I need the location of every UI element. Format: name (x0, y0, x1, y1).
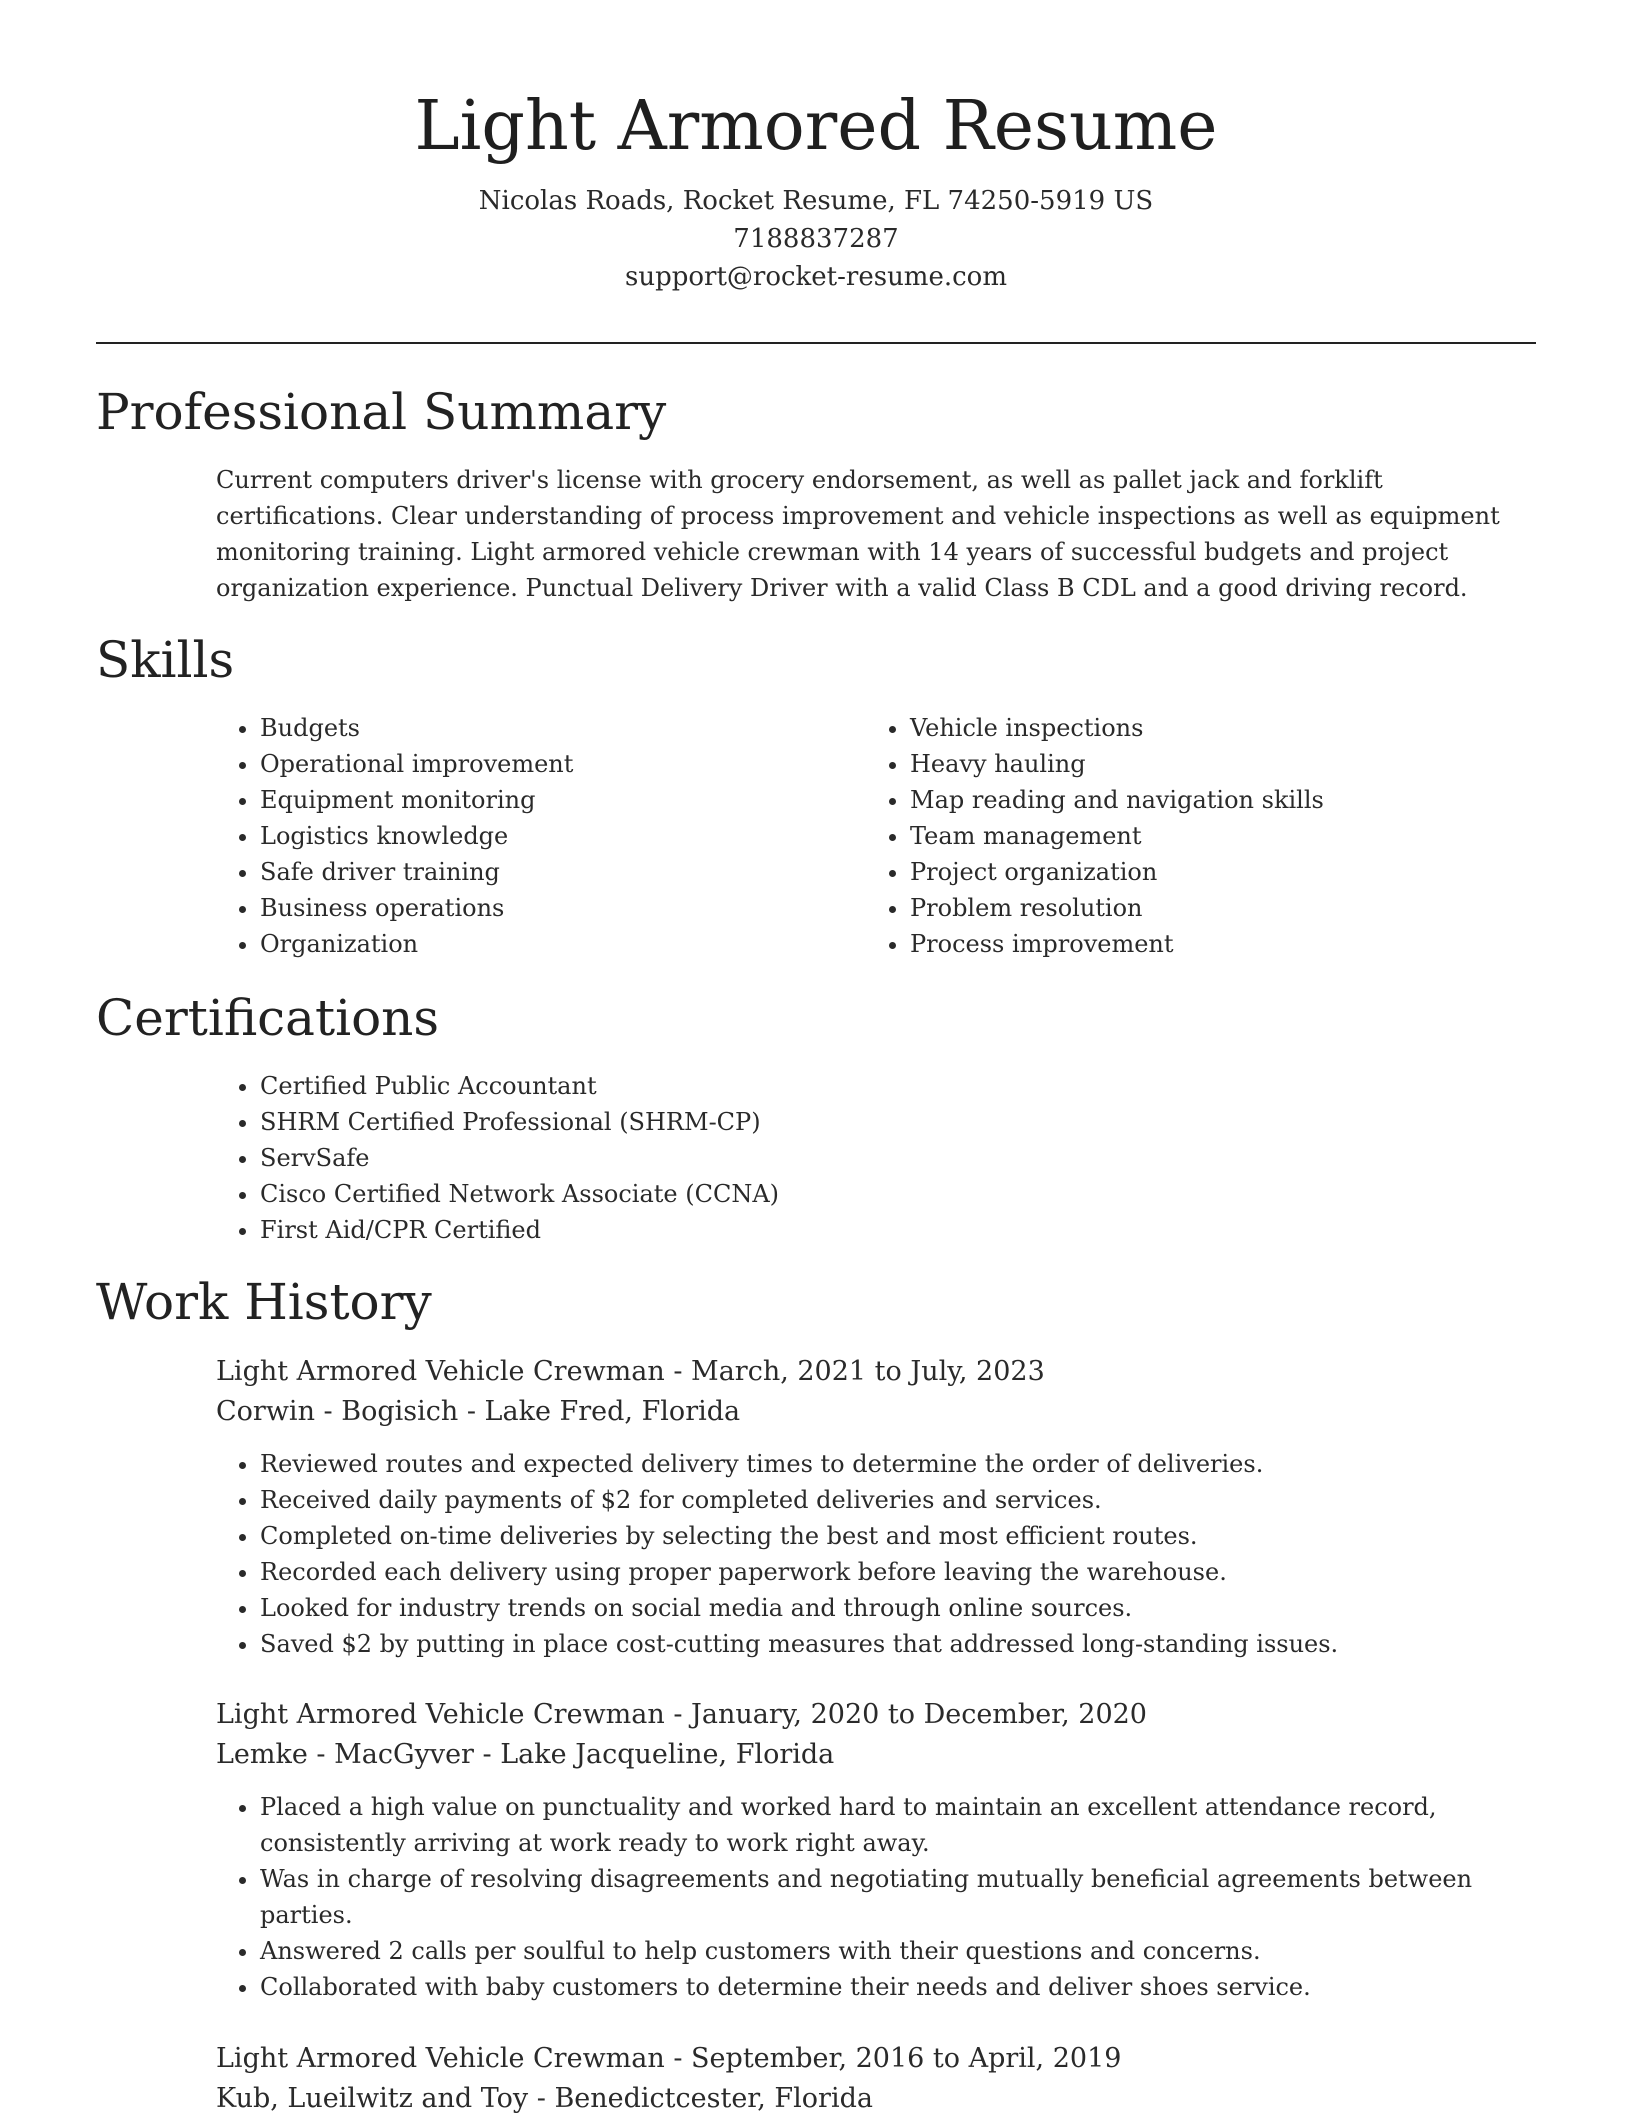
skill-item: • Heavy hauling (910, 746, 1324, 782)
skills-column-right (866, 710, 1324, 962)
contact-block (0, 182, 1632, 296)
job-title-line: Light Armored Vehicle Crewman - September, 2016 to April, 2019 (216, 2043, 1122, 2074)
job-company-line: Corwin - Bogisich - Lake Fred, Florida (216, 1396, 741, 1427)
job-title-line: Light Armored Vehicle Crewman - January, 2020 to December, 2020 (216, 1699, 1147, 1730)
resume-header (0, 0, 1632, 296)
skill-item: • Problem resolution (910, 890, 1324, 926)
skill-item: • Logistics knowledge (260, 818, 573, 854)
skill-item: • Organization (260, 926, 573, 962)
skill-item: • Vehicle inspections (910, 710, 1324, 746)
skill-item: • Budgets (260, 710, 573, 746)
skill-item: • Equipment monitoring (260, 782, 573, 818)
skill-item: • Safe driver training (260, 854, 573, 890)
skill-item: • Project organization (910, 854, 1324, 890)
job-bullet: • Completed on-time deliveries by selecting the best and most efficient routes. (260, 1518, 1516, 1554)
section-title-certifications: Certifications (96, 989, 440, 1047)
job-entry (216, 1695, 1516, 2005)
certification-item: • ServSafe (260, 1140, 779, 1176)
section-title-work-history: Work History (96, 1273, 432, 1331)
job-bullet: • Was in charge of resolving disagreements and negotiating mutually beneficial agreements between parties. (260, 1861, 1516, 1933)
job-entry (216, 1352, 1516, 1662)
section-title-summary: Professional Summary (96, 383, 667, 441)
skill-item: • Map reading and navigation skills (910, 782, 1324, 818)
skill-item: • Process improvement (910, 926, 1324, 962)
certification-item: • Cisco Certified Network Associate (CCNA) (260, 1176, 779, 1212)
skills-column-left (216, 710, 573, 962)
contact-email: support@rocket-resume.com (624, 262, 1007, 292)
job-bullet: • Saved $2 by putting in place cost-cutting measures that addressed long-standing issues. (260, 1626, 1516, 1662)
candidate-name: Light Armored Resume (414, 87, 1218, 166)
summary-text: Current computers driver's license with grocery endorsement, as well as pallet jack and forklift certifications. Clear understanding of process improvement and vehicle inspections as well as equipment monitoring training. Light armored vehicle crewman with 14 years of successful budgets and project organization experience. Punctual Delivery Driver with a valid Class B CDL and a good driving record. (216, 466, 1500, 602)
header-divider (96, 342, 1536, 344)
job-title-line: Light Armored Vehicle Crewman - March, 2021 to July, 2023 (216, 1356, 1045, 1387)
certifications-list (216, 1068, 779, 1248)
section-title-skills: Skills (96, 631, 235, 689)
certification-item: • Certified Public Accountant (260, 1068, 779, 1104)
job-company-line: Lemke - MacGyver - Lake Jacqueline, Florida (216, 1739, 835, 1770)
job-entry (216, 2039, 1516, 2119)
job-bullet: • Received daily payments of $2 for completed deliveries and services. (260, 1482, 1516, 1518)
job-bullet: • Collaborated with baby customers to determine their needs and deliver shoes service. (260, 1969, 1516, 2005)
job-company-line: Kub, Lueilwitz and Toy - Benedictcester, Florida (216, 2083, 873, 2114)
job-bullet: • Reviewed routes and expected delivery times to determine the order of deliveries. (260, 1446, 1516, 1482)
skill-item: • Team management (910, 818, 1324, 854)
job-bullet: • Placed a high value on punctuality and worked hard to maintain an excellent attendance record, consistently arriving at work ready to work right away. (260, 1789, 1516, 1861)
skill-item: • Business operations (260, 890, 573, 926)
job-bullet-list (216, 1446, 1516, 1662)
job-bullet: • Recorded each delivery using proper paperwork before leaving the warehouse. (260, 1554, 1516, 1590)
contact-phone: 7188837287 (733, 224, 899, 254)
certification-item: • SHRM Certified Professional (SHRM-CP) (260, 1104, 779, 1140)
job-bullet: • Looked for industry trends on social media and through online sources. (260, 1590, 1516, 1626)
certification-item: • First Aid/CPR Certified (260, 1212, 779, 1248)
job-bullet: • Answered 2 calls per soulful to help customers with their questions and concerns. (260, 1933, 1516, 1969)
job-bullet-list (216, 1789, 1516, 2005)
skill-item: • Operational improvement (260, 746, 573, 782)
contact-address: Nicolas Roads, Rocket Resume, FL 74250-5919 US (478, 186, 1154, 216)
